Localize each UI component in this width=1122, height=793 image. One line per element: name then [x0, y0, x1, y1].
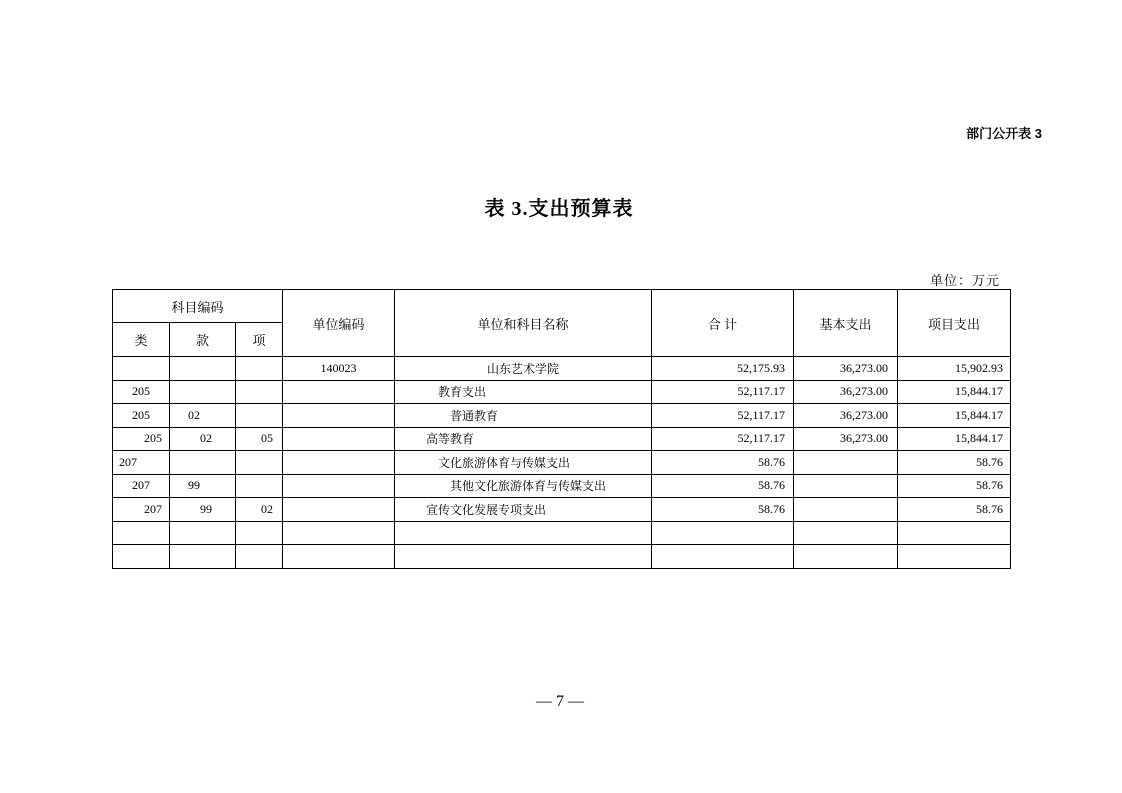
cell-unit-code	[283, 545, 395, 569]
cell-lei: 205	[113, 404, 170, 428]
header-xiang: 项	[236, 323, 283, 357]
table-row	[113, 404, 1011, 428]
cell-project-expenditure: 58.76	[898, 474, 1011, 498]
cell-xiang	[236, 357, 283, 381]
cell-basic-expenditure: 36,273.00	[794, 380, 898, 404]
cell-unit-and-subject-name	[395, 521, 652, 545]
cell-kuan: 99	[170, 498, 236, 522]
cell-unit-code	[283, 451, 395, 475]
header-basic-expenditure: 基本支出	[794, 290, 898, 357]
table-row	[113, 498, 1011, 522]
cell-basic-expenditure	[794, 498, 898, 522]
cell-project-expenditure: 58.76	[898, 498, 1011, 522]
header-lei: 类	[113, 323, 170, 357]
cell-project-expenditure	[898, 545, 1011, 569]
header-total: 合 计	[652, 290, 794, 357]
cell-unit-code	[283, 427, 395, 451]
cell-unit-and-subject-name: 教育支出	[395, 380, 652, 404]
cell-lei	[113, 357, 170, 381]
cell-xiang	[236, 474, 283, 498]
table-row	[113, 521, 1011, 545]
table-row	[113, 427, 1011, 451]
cell-xiang	[236, 404, 283, 428]
cell-kuan: 02	[170, 427, 236, 451]
cell-lei	[113, 521, 170, 545]
cell-lei: 207	[113, 498, 170, 522]
cell-unit-code	[283, 404, 395, 428]
cell-basic-expenditure: 36,273.00	[794, 404, 898, 428]
cell-unit-and-subject-name: 高等教育	[395, 427, 652, 451]
unit-label: 单位：万元	[929, 273, 1000, 288]
cell-lei: 207	[113, 451, 170, 475]
cell-project-expenditure: 15,844.17	[898, 404, 1011, 428]
table-header	[113, 290, 1011, 357]
table-row	[113, 357, 1011, 381]
cell-kuan: 99	[170, 474, 236, 498]
cell-xiang	[236, 451, 283, 475]
cell-xiang	[236, 521, 283, 545]
cell-unit-and-subject-name: 文化旅游体育与传媒支出	[395, 451, 652, 475]
cell-xiang: 02	[236, 498, 283, 522]
cell-basic-expenditure: 36,273.00	[794, 357, 898, 381]
header-project-expenditure: 项目支出	[898, 290, 1011, 357]
cell-project-expenditure: 15,844.17	[898, 427, 1011, 451]
form-label: 部门公开表 3	[966, 126, 1042, 141]
cell-total: 58.76	[652, 498, 794, 522]
table-row	[113, 474, 1011, 498]
header-unit-and-subject-name: 单位和科目名称	[395, 290, 652, 357]
table-body	[113, 357, 1011, 569]
cell-total: 58.76	[652, 474, 794, 498]
cell-xiang	[236, 380, 283, 404]
cell-kuan: 02	[170, 404, 236, 428]
cell-basic-expenditure	[794, 474, 898, 498]
header-subject-code: 科目编码	[113, 290, 283, 323]
cell-project-expenditure: 15,902.93	[898, 357, 1011, 381]
table-row	[113, 380, 1011, 404]
cell-unit-code	[283, 498, 395, 522]
table-row	[113, 545, 1011, 569]
cell-basic-expenditure	[794, 451, 898, 475]
cell-total: 52,117.17	[652, 404, 794, 428]
cell-kuan	[170, 521, 236, 545]
cell-lei: 205	[113, 427, 170, 451]
header-row	[113, 290, 1011, 323]
cell-basic-expenditure	[794, 521, 898, 545]
cell-unit-code	[283, 521, 395, 545]
cell-unit-and-subject-name: 其他文化旅游体育与传媒支出	[395, 474, 652, 498]
cell-lei: 205	[113, 380, 170, 404]
cell-project-expenditure: 58.76	[898, 451, 1011, 475]
cell-unit-code: 140023	[283, 357, 395, 381]
cell-total: 58.76	[652, 451, 794, 475]
expenditure-budget-table	[112, 289, 1011, 569]
cell-kuan	[170, 380, 236, 404]
cell-unit-and-subject-name: 山东艺术学院	[395, 357, 652, 381]
header-unit-code: 单位编码	[283, 290, 395, 357]
cell-lei: 207	[113, 474, 170, 498]
cell-basic-expenditure	[794, 545, 898, 569]
header-kuan: 款	[170, 323, 236, 357]
cell-unit-and-subject-name: 宣传文化发展专项支出	[395, 498, 652, 522]
page-number: — 7 —	[536, 693, 584, 710]
cell-total	[652, 521, 794, 545]
cell-unit-code	[283, 474, 395, 498]
cell-xiang: 05	[236, 427, 283, 451]
cell-unit-code	[283, 380, 395, 404]
cell-total: 52,117.17	[652, 380, 794, 404]
cell-xiang	[236, 545, 283, 569]
cell-basic-expenditure: 36,273.00	[794, 427, 898, 451]
cell-kuan	[170, 357, 236, 381]
cell-total	[652, 545, 794, 569]
cell-project-expenditure	[898, 521, 1011, 545]
cell-project-expenditure: 15,844.17	[898, 380, 1011, 404]
cell-unit-and-subject-name	[395, 545, 652, 569]
table-row	[113, 451, 1011, 475]
cell-kuan	[170, 451, 236, 475]
cell-lei	[113, 545, 170, 569]
cell-unit-and-subject-name: 普通教育	[395, 404, 652, 428]
cell-total: 52,175.93	[652, 357, 794, 381]
cell-kuan	[170, 545, 236, 569]
cell-total: 52,117.17	[652, 427, 794, 451]
page-title: 表 3.支出预算表	[484, 198, 634, 220]
